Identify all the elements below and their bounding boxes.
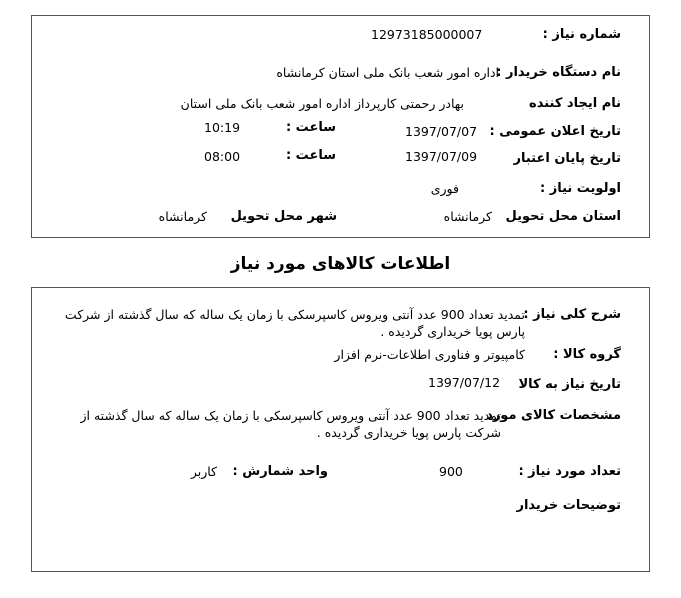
need-number-value: 12973185000007	[371, 27, 483, 42]
delivery-province-label: استان محل تحویل	[505, 209, 621, 224]
announce-time-label: ساعت :	[285, 120, 336, 135]
buyer-notes-label: توضیحات خریدار	[516, 498, 621, 513]
expire-time-label: ساعت :	[285, 148, 336, 163]
buyer-org-label: نام دستگاه خریدار :	[496, 65, 621, 80]
creator-label: نام ایجاد کننده	[529, 96, 621, 111]
section-title: اطلاعات کالاهای مورد نیاز	[230, 254, 451, 274]
need-date-value: 1397/07/12	[428, 375, 501, 390]
announce-date-value: 1397/07/07	[405, 124, 478, 139]
group-label: گروه کالا :	[553, 347, 621, 362]
specs-value: تمدید تعداد 900 عدد آنتی ویروس کاسپرسکی با زمان یک ساله که سال گذشته از شرکت پارس پویا خریداری گردیده .	[80, 408, 501, 440]
announce-time-value: 10:19	[204, 120, 241, 135]
announce-date-label: تاریخ اعلان عمومی :	[489, 124, 621, 139]
delivery-city-label: شهر محل تحویل	[230, 209, 337, 224]
delivery-province-value: کرمانشاه	[443, 209, 492, 224]
need-date-label: تاریخ نیاز به کالا	[518, 377, 621, 392]
unit-label: واحد شمارش :	[232, 464, 328, 479]
quantity-label: تعداد مورد نیاز :	[518, 464, 621, 479]
specs-label: مشخصات کالای مورد	[486, 408, 621, 423]
quantity-value: 900	[439, 464, 463, 479]
creator-value: بهادر رحمتی کارپرداز اداره امور شعب بانک ملی استان	[180, 96, 464, 111]
expire-date-value: 1397/07/09	[405, 149, 478, 164]
expire-date-label: تاریخ پایان اعتبار	[513, 151, 621, 166]
need-number-label: شماره نیاز :	[542, 27, 621, 42]
summary-label: شرح کلی نیاز :	[523, 307, 621, 322]
summary-value: تمدید تعداد 900 عدد آنتی ویروس کاسپرسکی با زمان یک ساله که سال گذشته از شرکت پارس پویا خریداری گردیده .	[64, 307, 525, 339]
unit-value: کاربر	[190, 464, 217, 479]
delivery-city-value: کرمانشاه	[158, 209, 207, 224]
group-value: کامپیوتر و فناوری اطلاعات-نرم افزار	[334, 347, 525, 362]
need-info-box	[31, 15, 650, 238]
priority-value: فوری	[430, 181, 459, 196]
expire-time-value: 08:00	[204, 149, 241, 164]
buyer-org-value: اداره امور شعب بانک ملی استان کرمانشاه	[276, 65, 499, 80]
priority-label: اولویت نیاز :	[539, 181, 621, 196]
goods-info-box	[31, 287, 650, 572]
